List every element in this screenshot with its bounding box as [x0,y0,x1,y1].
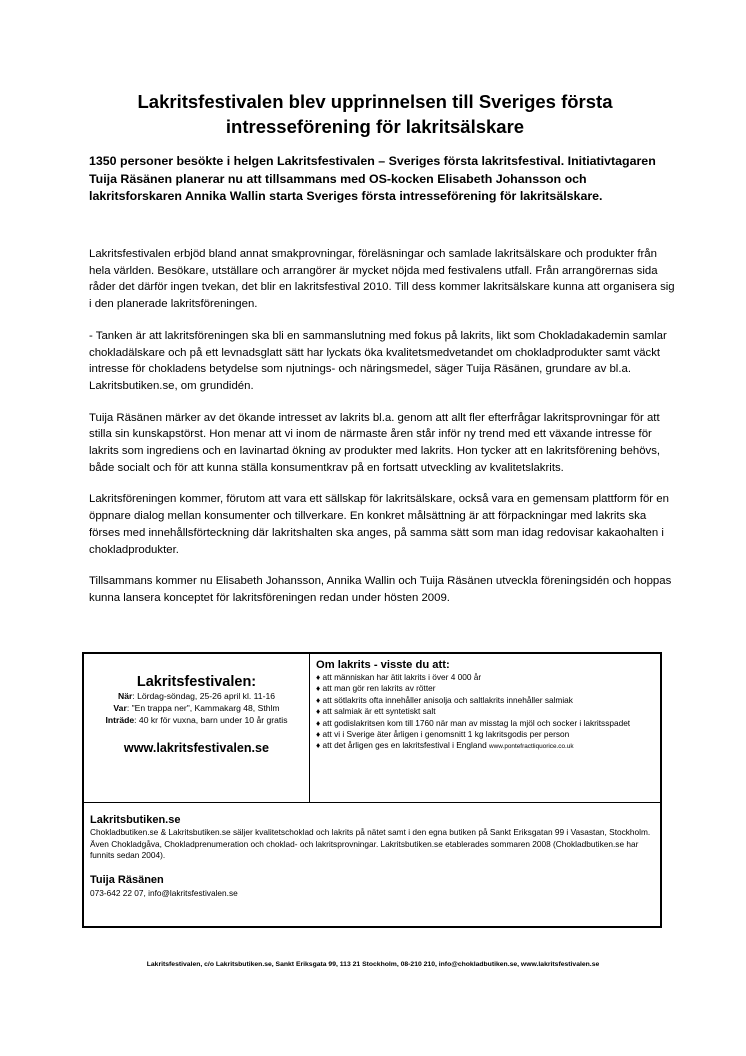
where-value: : "En trappa ner", Kammakarg 48, Sthlm [126,703,280,713]
fact-item-text: ♦ att det årligen ges en lakritsfestival i England [316,740,487,751]
fact-item: ♦ att vi i Sverige äter årligen i genomsnitt 1 kg lakritsgodis per person [316,729,570,740]
body-paragraph: - Tanken är att lakritsföreningen ska bli en sammanslutning med fokus på lakrits, likt som Chokladakademin samlar chokladälskare och på ett levnadsglatt sätt har lyckats öka kvalitetsmedvetandet om chokladprodukter samt väckt intresse för chokladens betydelse som njutnings- och näringsmedel, säger Tuija Räsänen, grundare av bl.a. Lakritsbutiken.se, om grundidén. [89,329,667,392]
fact-item: ♦ att godislakritsen kom till 1760 när man av misstag la mjöl och socker i lakritsspadet [316,717,631,728]
fact-item: ♦ att människan har ätit lakrits i över 4 000 år [316,672,482,682]
contact-name: Tuija Räsänen [90,873,164,886]
fact-item-link: www.pontefractliquorice.co.uk [489,743,574,751]
facts-list [316,672,654,753]
contact-cell [84,802,660,926]
body-paragraph: Lakritsföreningen kommer, förutom att vara ett sällskap för lakritsälskare, också vara en gemensam plattform för en öppnare dialog mellan konsumenter och tillverkare. En konkret målsättning är att förpackningar med lakrits ska förses med innehållsförteckning där lakritshalten ska anges, på samma sätt som man idag redovisar kakaohalten i chokladprodukter. [89,493,669,556]
page-footer: Lakritsfestivalen, c/o Lakritsbutiken.se, Sankt Eriksgata 99, 113 21 Stockholm, 08-210 210, info@chokladbutiken.se, www.lakritsfestivalen.se [146,961,600,968]
where-label: Var [113,703,127,713]
festival-name: Lakritsfestivalen: [136,674,257,690]
fact-item: ♦ att sötlakrits ofta innehåller anisolja och saltlakrits innehåller salmiak [316,694,573,705]
contact-info: 073-642 22 07, info@lakritsfestivalen.se [90,887,238,898]
shop-name: Lakritsbutiken.se [90,814,181,826]
shop-description: Chokladbutiken.se & Lakritsbutiken.se säljer kvalitetschoklad och lakrits på nätet samt i den egna butiken på Sankt Eriksgatan 99 i Vasastan, Stockholm. Även Chokladgåva, Chokladprenumeration och choklad- och lakritsprovningar. Lakritsbutiken.se etablerades sommaren 2008 (Chokladbutiken.se har funnits sedan 2004). [90,827,651,861]
fact-item: ♦ att salmiak är ett syntetiskt salt [316,706,436,717]
body-paragraph: Lakritsfestivalen erbjöd bland annat smakprovningar, föreläsningar och samlade lakritsälskare och produkter från hela världen. Besökare, utställare och arrangörer är mycket nöjda med festivalens utfall. Från arrangörernas sida råder det därför ingen tvekan, det blir en lakritsfestival 2010. Till dess kommer lakritsälskare kunna att organisera sig i den planerade lakritsföreningen. [89,248,675,311]
entry-value: : 40 kr för vuxna, barn under 10 år gratis [134,715,288,725]
body-text [89,246,679,622]
facts-title: Om lakrits - visste du att: [316,659,450,671]
body-paragraph: Tillsammans kommer nu Elisabeth Johansson, Annika Wallin och Tuija Räsänen utveckla föreningsidén och hoppas kunna lansera konceptet för lakritsföreningen redan under hösten 2009. [89,575,672,604]
info-box [82,652,662,928]
fact-item: ♦ att man gör ren lakrits av rötter [316,683,436,694]
festival-info-cell [84,654,310,802]
festival-url: www.lakritsfestivalen.se [123,741,270,755]
when-label: När [117,691,133,701]
document-title: Lakritsfestivalen blev upprinnelsen till Sveriges första intresseförening för lakritsälskare [137,91,613,137]
fact-item [316,740,654,752]
when-value: : Lördag-söndag, 25-26 april kl. 11-16 [132,691,276,701]
facts-cell [310,654,660,802]
festival-entry [84,714,309,726]
festival-where [84,702,309,714]
entry-label: Inträde [105,715,135,725]
festival-when [84,690,309,702]
body-paragraph: Tuija Räsänen märker av det ökande intresset av lakrits bl.a. genom att allt fler efterfrågar lakritsprovningar för att stilla sin kunskapstörst. Hon menar att vi inom de närmaste åren står inför ny trend med ett växande intresse för lakrits som ingrediens och en lavinartad ökning av produkter med lakrits. Hon tycker att en lakritsförening behövs, både socialt och för att kunna ställa konsumentkrav på en fortsatt utveckling av kvalitetslakrits. [89,411,661,474]
lead-paragraph: 1350 personer besökte i helgen Lakritsfestivalen – Sveriges första lakritsfestival. Initiativtagaren Tuija Räsänen planerar nu att tillsammans med OS-kocken Elisabeth Johansson och lakritsforskaren Annika Wallin starta Sveriges första intresseförening för lakritsälskare. [89,154,656,203]
